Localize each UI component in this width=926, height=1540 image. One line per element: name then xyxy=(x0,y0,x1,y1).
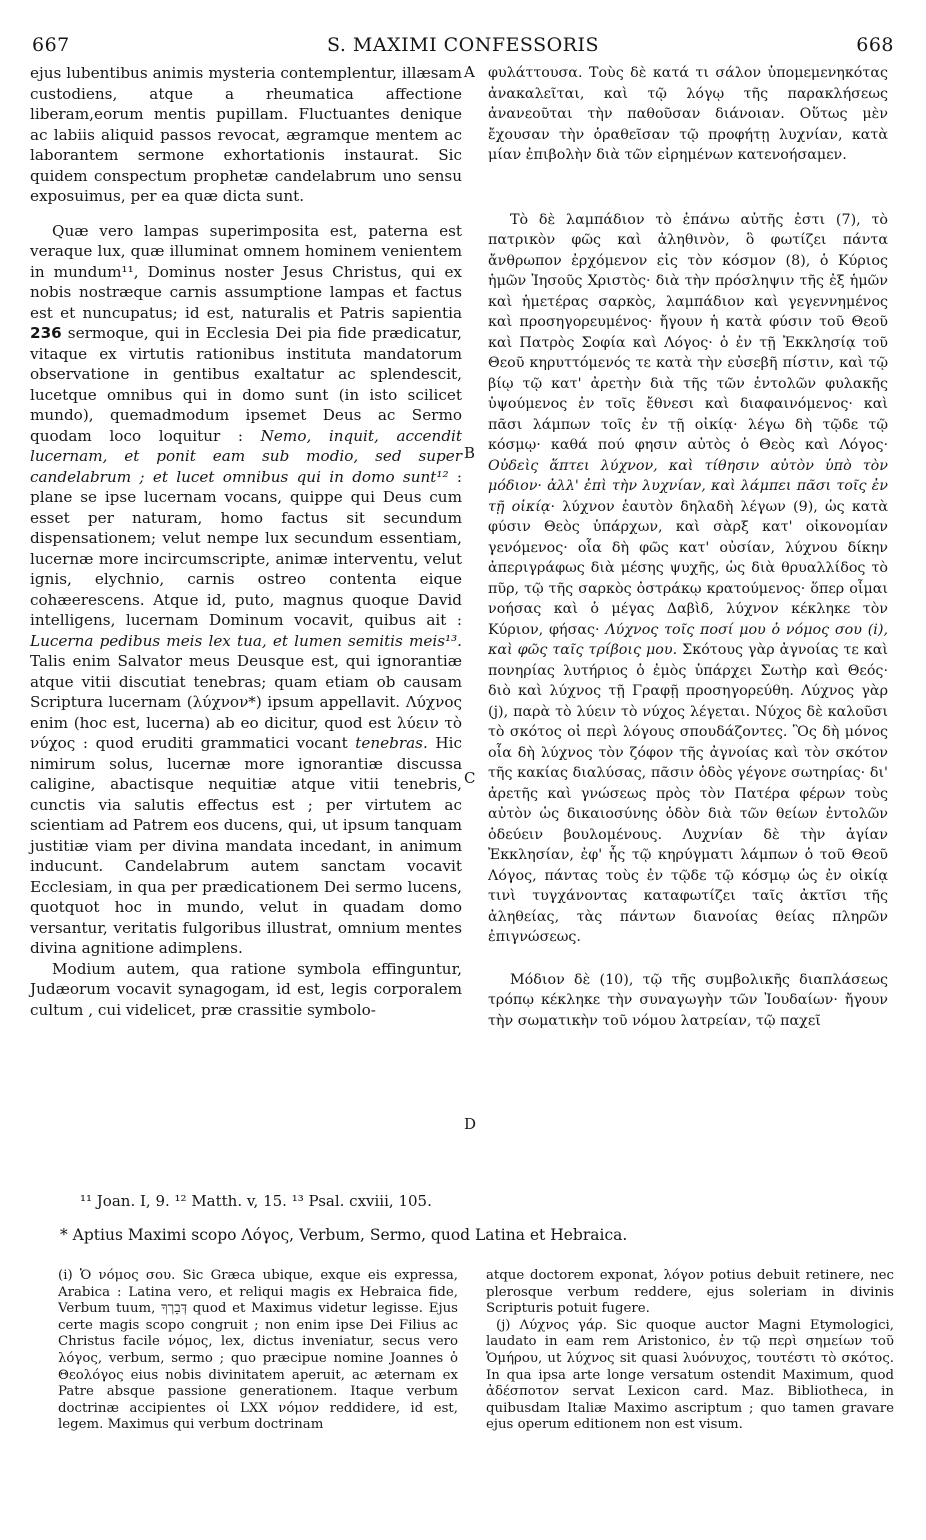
latin-column xyxy=(30,63,462,1020)
running-title: S. MAXIMI CONFESSORIS xyxy=(326,34,600,56)
column-marker-b: B xyxy=(464,444,476,462)
latin-paragraph-1: ejus lubentibus animis mysteria contemplentur, illæsam custodiens, atque a rheumatica affectione liberam,eorum mentis pupillam. Fluctuantes denique ac labiis aliquid passos revocat, ægramque mentem ac laborantem sermone exhortationis instaurat. Sic quidem conspectum prophetæ candelabrum uno sensu exposuimus, per ea quæ dicta sunt. xyxy=(30,64,462,205)
footnote-i-continued: atque doctorem exponat, λόγον potius debuit retinere, nec plerosque verbum reddere, ejus soleriam in divinis Scripturis potuit fugere. xyxy=(486,1268,894,1317)
column-marker-a: A xyxy=(464,63,475,81)
left-page-number: 667 xyxy=(32,34,70,56)
scripture-quote: Λύχνος τοῖς ποσί μου ὁ νόμος σου (i), καὶ φῶς ταῖς τρίβοις μου. xyxy=(488,621,888,658)
scripture-quote: Nemo, inquit, accendit lucernam, et ponit eam sub modio, sed super candelabrum ; et lucet omnibus qui in domo sunt¹² xyxy=(30,426,462,486)
translator-note: * Aptius Maximi scopo Λόγος, Verbum, Sermo, quod Latina et Hebraica. xyxy=(60,1226,628,1244)
marginal-page-number: 236 xyxy=(30,324,62,342)
greek-paragraph-2: Τὸ δὲ λαμπάδιον τὸ ἐπάνω αὐτῆς ἐστι (7), τὸ πατρικὸν φῶς καὶ ἀληθινὸν, ὃ φωτίζει πάντα ἄνθρωπον ἐρχόμενον εἰς τὸν κόσμον (8), ὁ Κύριος ἡμῶν Ἰησοῦς Χριστὸς· διὰ τὴν πρόσληψιν τῆς ἐξ ἡμῶν καὶ ἡμετέρας σαρκὸς, λαμπάδιον καὶ γεγεννημένος καὶ προσηγορευμένος· ἤγουν ἡ κατὰ φύσιν τοῦ Θεοῦ καὶ Πατρὸς Σοφία καὶ Λόγος· ὁ ἐν τῇ Ἐκκλησίᾳ τοῦ Θεοῦ κηρυττόμενός τε κατὰ τὴν εὐσεβῆ πίστιν, καὶ τῷ βίῳ τῷ κατ' ἀρετὴν διὰ τῆς τῶν ἐντολῶν φυλακῆς ὑψούμενος ἐν τοῖς ἔθνεσι καὶ διαφαινόμενος· καὶ πᾶσι λάμπων τοῖς ἐν τῇ οἰκίᾳ· λέγω δὴ τῷδε τῷ κόσμῳ· καθά πού φησιν αὐτὸς ὁ Θεὸς καὶ Λόγος· Οὐδεὶς ἅπτει λύχνον, καὶ τίθησιν αὐτὸν ὑπὸ τὸν μόδιον· ἀλλ' ἐπὶ τὴν λυχνίαν, καὶ λάμπει πᾶσι τοῖς ἐν τῇ οἰκίᾳ· λύχνον ἑαυτὸν δηλαδὴ λέγων (9), ὡς κατὰ φύσιν Θεὸς ὑπάρχων, καὶ σὰρξ κατ' οἰκονομίαν γενόμενος· οἷα δὴ φῶς κατ' οὐσίαν, λύχνου δίκην ἀπεριγράφως διὰ μέσης ψυχῆς, ὡς διὰ θρυαλλίδος τὸ πῦρ, τῷ τῆς σαρκὸς ὀστράκῳ κρατούμενος· ὅπερ οἶμαι νοήσας καὶ ὁ μέγας Δαβὶδ, λύχνον κέκληκε τὸν Κύριον, φήσας· Λύχνος τοῖς ποσί μου ὁ νόμος σου (i), καὶ φῶς ταῖς τρίβοις μου. Σκότους γὰρ ἀγνοίας τε καὶ πονηρίας λυτήριος ὁ ἐμὸς ὑπάρχει Σωτὴρ καὶ Θεός· διὸ καὶ λύχνος τῇ Γραφῇ προσηγορεύθη. Λύχνος γὰρ (j), παρὰ τὸ λύειν τὸ νύχος λέγεται. Νύχος δὲ καλοῦσι τὸ σκότος οἱ περὶ λόγους σπουδάζοντες. Ὃς δὴ μόνος οἷα δὴ λύχνος τὸν ζόφον τῆς ἀγνοίας καὶ τὸν σκότον τῆς κακίας διαλύσας, πᾶσιν ὁδὸς γέγονε σωτηρίας· δι' ἀρετῆς καὶ γνώσεως πρὸς τὸν Πατέρα φέρων τοὺς αὐτὸν ὡς δικαιοσύνης ὁδὸν διὰ τῶν θείων ἐντολῶν ὁδεύειν βουλομένους. Λυχνίαν δὲ τὴν ἁγίαν Ἐκκλησίαν, ἐφ' ἧς τῷ κηρύγματι λάμπων ὁ τοῦ Θεοῦ Λόγος, πάντας τοὺς ἐν τῷδε τῷ κόσμῳ ὡς ἐν οἰκίᾳ τινὶ τυγχάνοντας καταφωτίζει ταῖς ἀκτῖσι τῆς ἀληθείας, τὰς πάντων διανοίας θείας πληρῶν ἐπιγνώσεως. xyxy=(488,211,888,945)
right-page-number: 668 xyxy=(856,34,894,56)
footnote-j: (j) Λύχνος γάρ. Sic quoque auctor Magni Etymologici, laudato in eam rem Aristonico, ἐν τῷ περὶ σημείων τοῦ Ὁμήρου, ut λύχνος sit quasi λυόνυχος, τουτέστι τὸ σκότος. In qua ipsa arte longe versatum ostendit Maximum, quod ἀδέσποτον servat Lexicon card. Maz. Bibliotheca, in quibusdam Italiæ Maximo ascriptum ; quo tamen gravare ejus operum editionem non est visum. xyxy=(486,1317,894,1433)
footnotes-right xyxy=(486,1268,894,1434)
greek-paragraph-3: Μόδιον δὲ (10), τῷ τῆς συμβολικῆς διαπλάσεως τρόπῳ κέκληκε τὴν συναγωγὴν τῶν Ἰουδαίων· ἤγουν τὴν σωματικὴν τοῦ νόμου λατρείαν, τῷ παχεῖ xyxy=(488,971,888,1029)
column-marker-c: C xyxy=(464,769,476,787)
scripture-references: ¹¹ Joan. I, 9. ¹² Matth. v, 15. ¹³ Psal. cxviii, 105. xyxy=(80,1192,432,1210)
footnote-i: (i) Ὁ νόμος σου. Sic Græca ubique, exque eis expressa, Arabica : Latina vero, et reliqui magis ex Hebraica fide, Verbum tuum, דְּבָרְךָ quod et Maximus videtur legisse. Ejus certe magis scopo congruit ; non enim ipse Dei Filius ac Christus facile νόμος, lex, dictus inveniatur, secus vero λόγος, verbum, sermo ; quo præcipue nomine Joannes ὁ Θεολόγος eius nobis divinitatem aperuit, ac æternam ex Patre absque passione generationem. Itaque verbum doctrinæ accipientes οἱ LXX νόμον reddidere, id est, legem. Maximus qui verbum doctrinam xyxy=(58,1268,458,1433)
column-marker-d: D xyxy=(464,1115,477,1133)
scripture-quote: Οὐδεὶς ἅπτει λύχνον, καὶ τίθησιν αὐτὸν ὑπὸ τὸν μόδιον· ἀλλ' ἐπὶ τὴν λυχνίαν, καὶ λάμπει πᾶσι τοῖς ἐν τῇ οἰκίᾳ· xyxy=(488,457,888,515)
greek-paragraph-1: φυλάττουσα. Τοὺς δὲ κατά τι σάλον ὑπομεμενηκότας ἀνακαλεῖται, καὶ τῷ λόγῳ τῆς παρακλήσεως ἀνανεοῦται τὴν παθοῦσαν διάνοιαν. Οὕτως μὲν ἔχουσαν τὴν ὁραθεῖσαν τῷ προφήτῃ λυχνίαν, κατὰ μίαν ἐπιβολὴν διὰ τῶν εἰρημένων κατενοήσαμεν. xyxy=(488,65,888,163)
scripture-quote: Lucerna pedibus meis lex tua, et lumen semitis meis¹³. xyxy=(30,631,462,650)
page-header xyxy=(32,34,894,60)
latin-paragraph-2: Quæ vero lampas superimposita est, paterna est veraque lux, quæ illuminat omnem hominem venientem in mundum¹¹, Dominus noster Jesus Christus, qui ex nobis nostræque carnis assumptione lampas et factus est et nuncupatus; id est, naturalis et Patris sapientia 236 sermoque, qui in Ecclesia Dei pia fide prædicatur, vitaque ex virtutis rationibus instituta mandatorum observatione in gentibus exaltatur ac splendescit, lucetque omnibus qui in domo sunt (in isto scilicet mundo), quemadmodum ipsemet Deus ac Sermo quodam loco loquitur : Nemo, inquit, accendit lucernam, et ponit eam sub modio, sed super candelabrum ; et lucet omnibus qui in domo sunt¹² : plane se ipse lucernam vocans, quippe qui Deus cum esset per naturam, homo factus sit secundum dispensationem; velut nempe lux secundum essentiam, lucernæ more incircumscripte, animæ interventu, velut ignis, elychnio, carnis ostreo contenta eique cohæerescens. Atque id, puto, magnus quoque David intelligens, lucernam Dominum vocavit, quibus ait : Lucerna pedibus meis lex tua, et lumen semitis meis¹³. Talis enim Salvator meus Deusque est, qui ignorantiæ atque vitii discutiat tenebras; quam etiam ob causam Scriptura lucernam (λύχνον*) ipsum appellavit. Λύχνος enim (hoc est, lucerna) ab eo dicitur, quod est λύειν τὸ νύχος : quod eruditi grammatici vocant tenebras. Hic nimirum solus, lucernæ more ignorantiæ discussa caligine, abactisque nequitiæ atque vitii tenebris, cunctis via salutis effectus est ; per virtutem ac scientiam ad Patrem eos ducens, qui, ut ipsum tanquam justitiæ viam per divina mandata incedant, in animum inducunt. Candelabrum autem sanctam vocavit Ecclesiam, in qua per prædicationem Dei sermo lucens, quotquot hoc in mundo, velut in quadam domo versantur, veritatis fulgoribus illustrat, omnium mentes divina agnitione adimplens. xyxy=(30,221,463,957)
greek-column xyxy=(488,63,888,1031)
latin-paragraph-3: Modium autem, qua ratione symbola effinguntur, Judæorum vocavit synagogam, id est, legis corporalem cultum , cui videlicet, præ crassitie symbolo- xyxy=(30,959,462,1019)
